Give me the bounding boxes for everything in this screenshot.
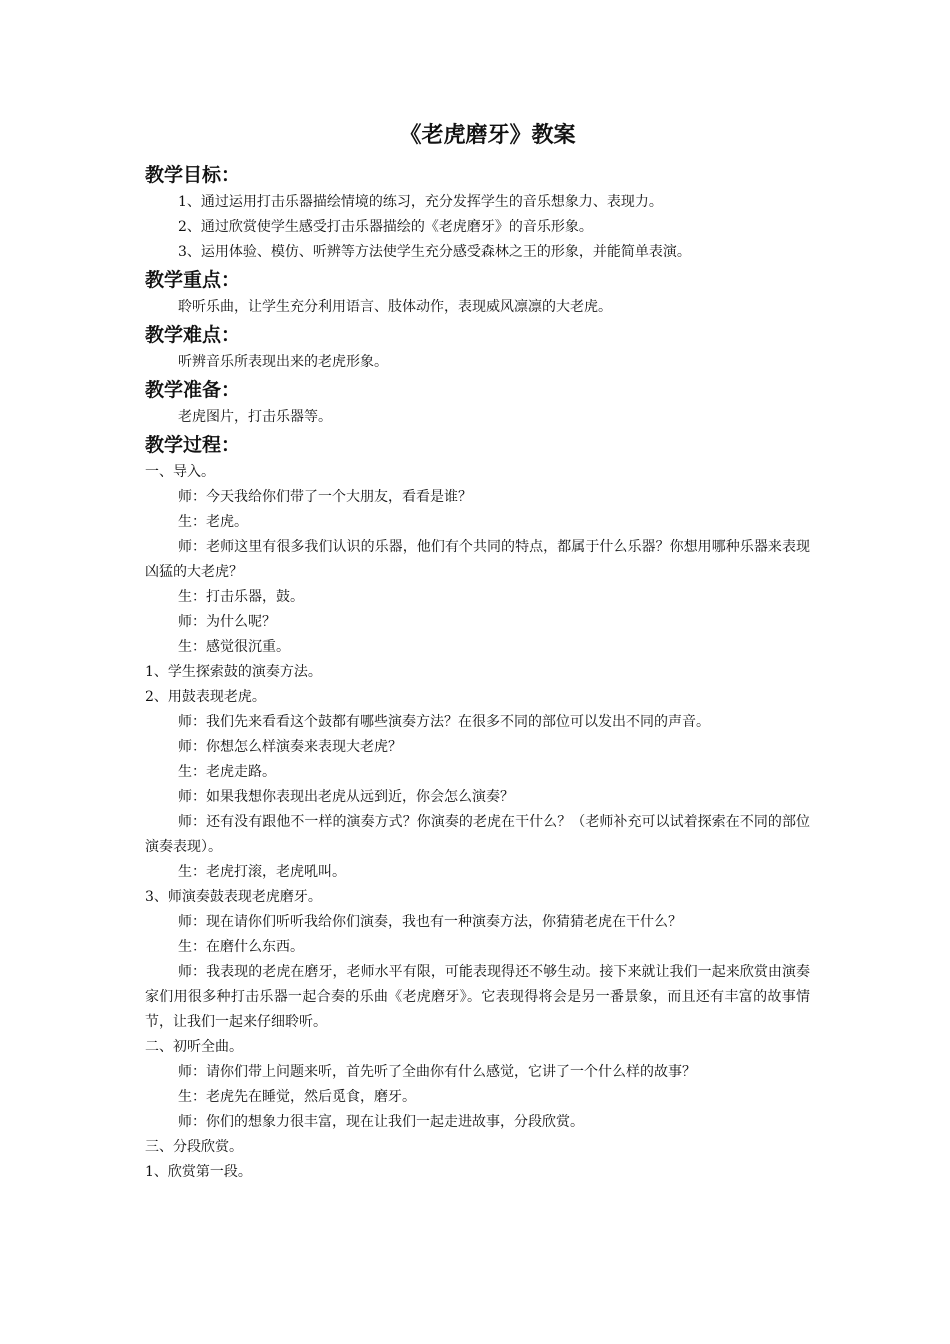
dialogue-line: 师：你们的想象力很丰富，现在让我们一起走进故事，分段欣赏。 bbox=[178, 1114, 584, 1130]
process-step-heading: 三、分段欣赏。 bbox=[145, 1139, 243, 1155]
section-goals bbox=[145, 160, 810, 265]
process-step-heading: 1、欣赏第一段。 bbox=[145, 1164, 252, 1180]
difficulties-text: 听辨音乐所表现出来的老虎形象。 bbox=[178, 354, 388, 370]
process-step-heading: 3、师演奏鼓表现老虎磨牙。 bbox=[145, 889, 322, 905]
goal-item: 1、通过运用打击乐器描绘情境的练习，充分发挥学生的音乐想象力、表现力。 bbox=[178, 194, 663, 210]
dialogue-line: 师：为什么呢？ bbox=[178, 614, 276, 630]
dialogue-line: 师：还有没有跟他不一样的演奏方式？你演奏的老虎在干什么？（老师补充可以试着探索在不同的部位演奏表现）。 bbox=[145, 814, 810, 855]
dialogue-line: 师：请你们带上问题来听，首先听了全曲你有什么感觉，它讲了一个什么样的故事？ bbox=[178, 1064, 696, 1080]
key-points-heading: 教学重点： bbox=[145, 269, 241, 291]
dialogue-line: 师：如果我想你表现出老虎从远到近，你会怎么演奏？ bbox=[178, 789, 514, 805]
section-process bbox=[145, 430, 810, 1185]
dialogue-line: 师：我们先来看看这个鼓都有哪些演奏方法？在很多不同的部位可以发出不同的声音。 bbox=[178, 714, 710, 730]
preparation-heading: 教学准备： bbox=[145, 379, 241, 401]
dialogue-line: 师：你想怎么样演奏来表现大老虎？ bbox=[178, 739, 402, 755]
dialogue-line: 师：老师这里有很多我们认识的乐器，他们有个共同的特点，都属于什么乐器？你想用哪种乐器来表现凶猛的大老虎？ bbox=[145, 539, 810, 580]
process-heading: 教学过程： bbox=[145, 434, 241, 456]
process-step-heading: 1、学生探索鼓的演奏方法。 bbox=[145, 664, 322, 680]
dialogue-line: 生：打击乐器，鼓。 bbox=[178, 589, 304, 605]
dialogue-line: 师：现在请你们听听我给你们演奏，我也有一种演奏方法，你猜猜老虎在干什么？ bbox=[178, 914, 682, 930]
dialogue-line: 生：在磨什么东西。 bbox=[178, 939, 304, 955]
process-step-heading: 二、初听全曲。 bbox=[145, 1039, 243, 1055]
section-difficulties bbox=[145, 320, 810, 375]
dialogue-line: 师：我表现的老虎在磨牙，老师水平有限，可能表现得还不够生动。接下来就让我们一起来欣赏由演奏家们用很多种打击乐器一起合奏的乐曲《老虎磨牙》。它表现得将会是另一番景象，而且还有丰富的故事情节，让我们一起来仔细聆听。 bbox=[145, 964, 810, 1030]
lesson-plan-document bbox=[145, 120, 810, 1185]
document-title: 《老虎磨牙》教案 bbox=[399, 123, 576, 148]
dialogue-line: 生：老虎先在睡觉，然后觅食，磨牙。 bbox=[178, 1089, 416, 1105]
dialogue-line: 生：老虎。 bbox=[178, 514, 248, 530]
dialogue-line: 生：老虎打滚，老虎吼叫。 bbox=[178, 864, 346, 880]
dialogue-line: 生：老虎走路。 bbox=[178, 764, 276, 780]
goals-heading: 教学目标： bbox=[145, 164, 241, 186]
difficulties-heading: 教学难点： bbox=[145, 324, 241, 346]
goal-item: 2、通过欣赏使学生感受打击乐器描绘的《老虎磨牙》的音乐形象。 bbox=[178, 219, 593, 235]
section-preparation bbox=[145, 375, 810, 430]
goal-item: 3、运用体验、模仿、听辨等方法使学生充分感受森林之王的形象，并能简单表演。 bbox=[178, 244, 691, 260]
dialogue-line: 师：今天我给你们带了一个大朋友，看看是谁？ bbox=[178, 489, 472, 505]
key-points-text: 聆听乐曲，让学生充分利用语言、肢体动作，表现威风凛凛的大老虎。 bbox=[178, 299, 612, 315]
process-step-heading: 2、用鼓表现老虎。 bbox=[145, 689, 266, 705]
preparation-text: 老虎图片，打击乐器等。 bbox=[178, 409, 332, 425]
process-step-heading: 一、导入。 bbox=[145, 464, 215, 480]
dialogue-line: 生：感觉很沉重。 bbox=[178, 639, 290, 655]
section-key-points bbox=[145, 265, 810, 320]
